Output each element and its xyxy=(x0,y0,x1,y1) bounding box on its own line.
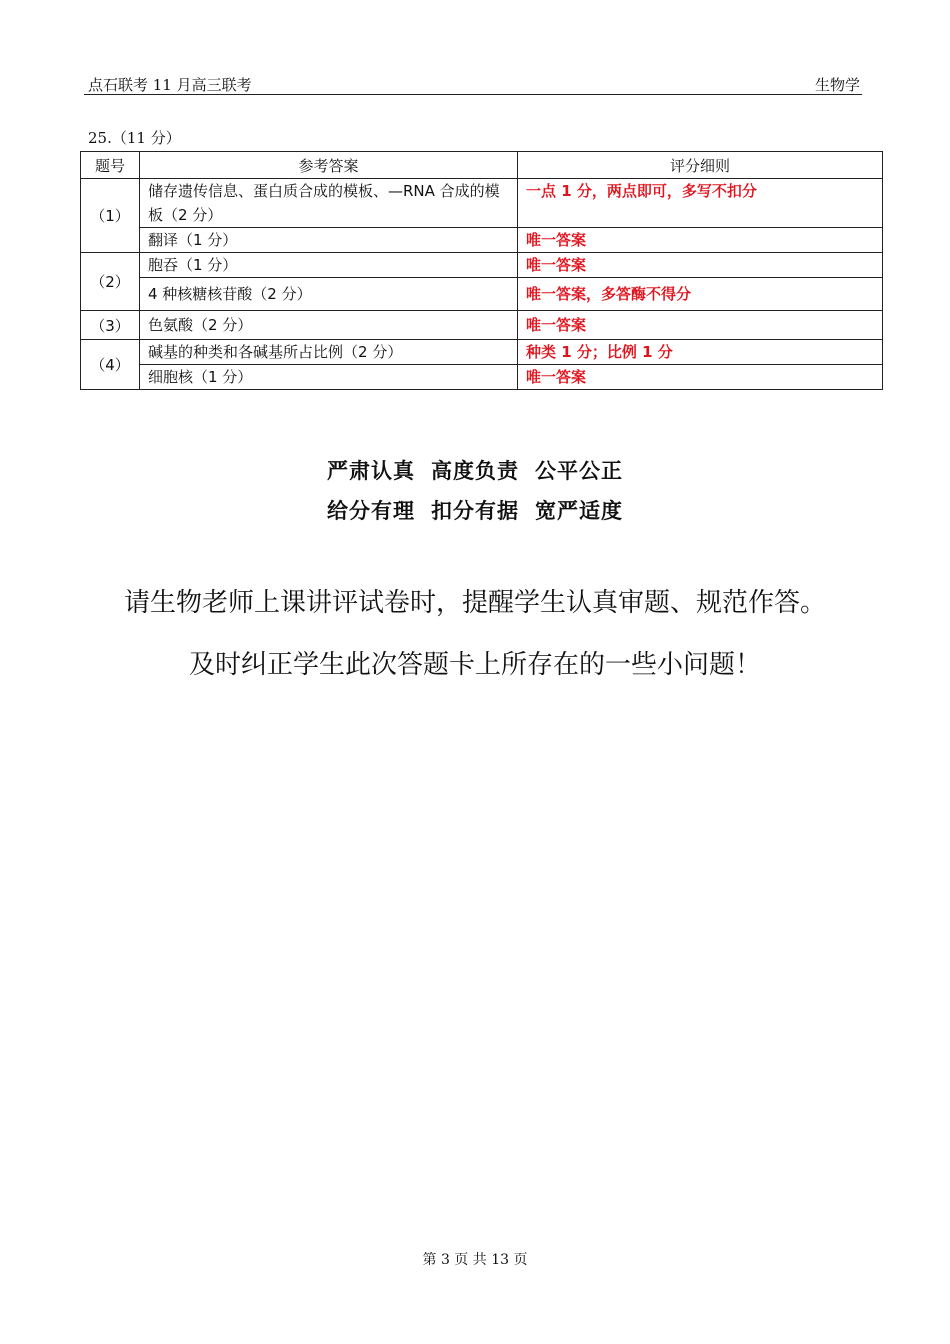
question-number: （4） xyxy=(81,340,140,390)
answer-cell: 细胞核（1 分） xyxy=(140,365,518,390)
answer-cell: 4 种核糖核苷酸（2 分） xyxy=(140,278,518,311)
question-label: 25.（11 分） xyxy=(88,129,181,147)
answer-cell: 翻译（1 分） xyxy=(140,228,518,253)
answer-cell: 碱基的种类和各碱基所占比例（2 分） xyxy=(140,340,518,365)
table-row xyxy=(81,365,883,390)
exam-title: 点石联考 11 月高三联考 xyxy=(88,76,252,94)
motto-phrase: 给分有理 xyxy=(327,499,415,523)
teacher-note-1: 请生物老师上课讲评试卷时，提醒学生认真审题、规范作答。 xyxy=(123,588,826,618)
page-number: 第 3 页 共 13 页 xyxy=(422,1252,528,1268)
question-number: （3） xyxy=(81,311,140,340)
motto-phrase: 严肃认真 xyxy=(327,459,415,483)
table-row xyxy=(81,311,883,340)
rule-cell: 唯一答案，多答酶不得分 xyxy=(518,278,883,311)
answer-cell: 储存遗传信息、蛋白质合成的模板、—RNA 合成的模板（2 分） xyxy=(140,179,518,228)
motto-phrase: 扣分有据 xyxy=(431,499,519,523)
scoring-table xyxy=(80,151,883,390)
teacher-note-2: 及时纠正学生此次答题卡上所存在的一些小问题！ xyxy=(188,650,761,680)
answer-cell: 胞吞（1 分） xyxy=(140,253,518,278)
question-number: （1） xyxy=(81,179,140,253)
motto-phrase: 宽严适度 xyxy=(535,499,623,523)
table-row xyxy=(81,253,883,278)
answer-cell: 色氨酸（2 分） xyxy=(140,311,518,340)
motto-line-2 xyxy=(0,495,950,525)
subject-name: 生物学 xyxy=(814,76,860,94)
rule-cell: 唯一答案 xyxy=(518,311,883,340)
motto-phrase: 高度负责 xyxy=(431,459,519,483)
header-reference-answer: 参考答案 xyxy=(140,152,518,179)
motto-line-1 xyxy=(0,455,950,485)
rule-cell: 唯一答案 xyxy=(518,228,883,253)
rule-cell: 种类 1 分；比例 1 分 xyxy=(518,340,883,365)
rule-cell: 一点 1 分，两点即可，多写不扣分 xyxy=(518,179,883,228)
table-header-row xyxy=(81,152,883,179)
header-scoring-rules: 评分细则 xyxy=(518,152,883,179)
table-row xyxy=(81,340,883,365)
table-row xyxy=(81,278,883,311)
rule-cell: 唯一答案 xyxy=(518,253,883,278)
header-question-number: 题号 xyxy=(81,152,140,179)
table-row xyxy=(81,228,883,253)
header-divider xyxy=(84,94,862,95)
question-number: （2） xyxy=(81,253,140,311)
table-row xyxy=(81,179,883,228)
motto-phrase: 公平公正 xyxy=(535,459,623,483)
rule-cell: 唯一答案 xyxy=(518,365,883,390)
